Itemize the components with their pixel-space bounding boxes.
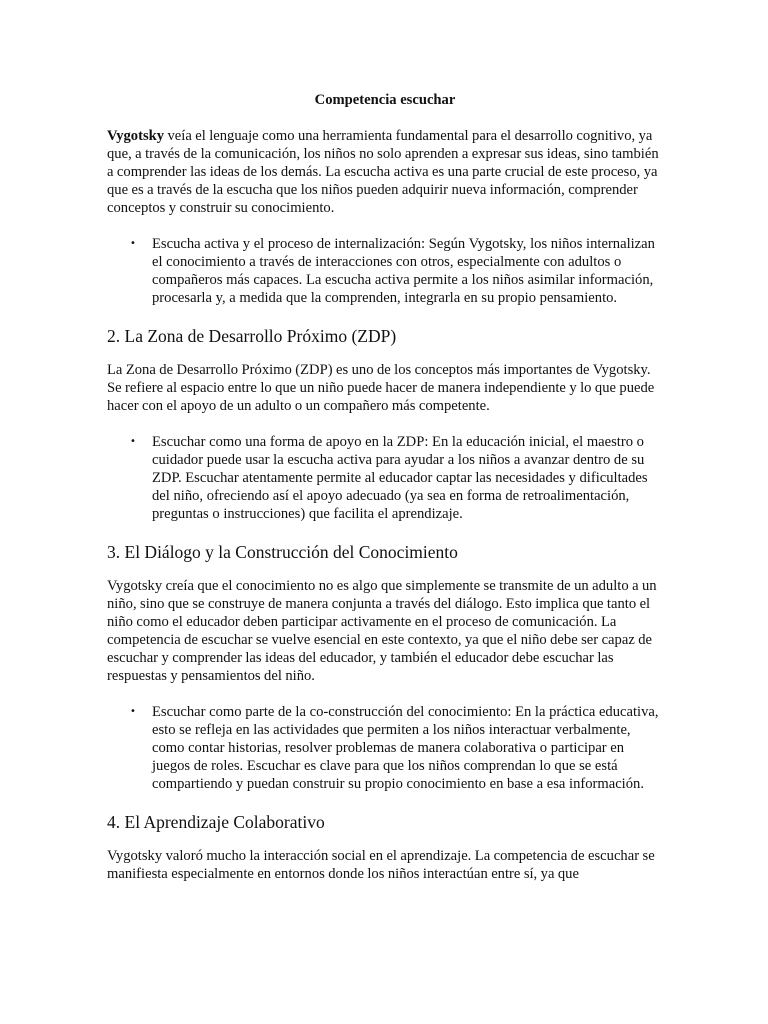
list-item-text: Escuchar como parte de la co-construcción del conocimiento: En la práctica educativa, esto se refleja en las actividades que permiten a los niños interactuar verbalmente, como contar historias, resolver problemas de manera colaborativa o participar en juegos de roles. Escuchar es clave para que los niños comprendan lo que se está compartiendo y puedan construir su propio conocimiento en base a esa información. [152, 704, 659, 792]
section-heading-dialogo: 3. El Diálogo y la Construcción del Conocimiento [107, 542, 458, 562]
section-heading-colaborativo: 4. El Aprendizaje Colaborativo [107, 812, 325, 832]
section-paragraph-zdp: La Zona de Desarrollo Próximo (ZDP) es uno de los conceptos más importantes de Vygotsky. Se refiere al espacio entre lo que un niño puede hacer de manera independiente y lo que puede hacer con el apoyo de un adulto o un compañero más competente. [107, 362, 655, 414]
bullet-list-2 [107, 433, 663, 523]
list-item [130, 235, 663, 307]
intro-text: veía el lenguaje como una herramienta fundamental para el desarrollo cognitivo, ya que, a través de la comunicación, los niños no solo aprenden a expresar sus ideas, sino también a comprender las ideas de los demás. La escucha activa es una parte crucial de este proceso, ya que es a través de la escucha que los niños pueden adquirir nueva información, comprender conceptos y construir su conocimiento. [107, 128, 659, 216]
section-paragraph-dialogo: Vygotsky creía que el conocimiento no es algo que simplemente se transmite de un adulto a un niño, sino que se construye de manera conjunta a través del diálogo. Esto implica que tanto el niño como el educador deben participar activamente en el proceso de comunicación. La competencia de escuchar se vuelve esencial en este contexto, ya que el niño debe ser capaz de escuchar y comprender las ideas del educador, y también el educador debe escuchar las respuestas y pensamientos del niño. [107, 578, 657, 684]
list-item [130, 433, 663, 523]
list-item [130, 703, 663, 793]
bullet-list-1 [107, 235, 663, 307]
document-title: Competencia escuchar [314, 92, 456, 108]
list-item-text: Escuchar como una forma de apoyo en la ZDP: En la educación inicial, el maestro o cuidador puede usar la escucha activa para ayudar a los niños a avanzar dentro de su ZDP. Escuchar atentamente permite al educador captar las necesidades y dificultades del niño, ofreciendo así el apoyo adecuado (ya sea en forma de retroalimentación, preguntas o instrucciones) que facilita el aprendizaje. [152, 434, 648, 522]
list-item-text: Escucha activa y el proceso de internalización: Según Vygotsky, los niños internalizan el conocimiento a través de interacciones con otros, especialmente con adultos o compañeros más capaces. La escucha activa permite a los niños asimilar información, procesarla y, a medida que la comprenden, integrarla en su propio pensamiento. [152, 236, 655, 306]
bullet-icon: • [130, 238, 136, 249]
document-page [107, 91, 663, 901]
section-paragraph-colaborativo: Vygotsky valoró mucho la interacción social en el aprendizaje. La competencia de escuchar se manifiesta especialmente en entornos donde los niños interactúan entre sí, ya que [107, 848, 655, 882]
section-heading-zdp: 2. La Zona de Desarrollo Próximo (ZDP) [107, 326, 397, 346]
intro-lead-word: Vygotsky [107, 128, 165, 144]
bullet-list-3 [107, 703, 663, 793]
intro-paragraph [107, 127, 663, 217]
bullet-icon: • [130, 436, 136, 447]
bullet-icon: • [130, 706, 136, 717]
